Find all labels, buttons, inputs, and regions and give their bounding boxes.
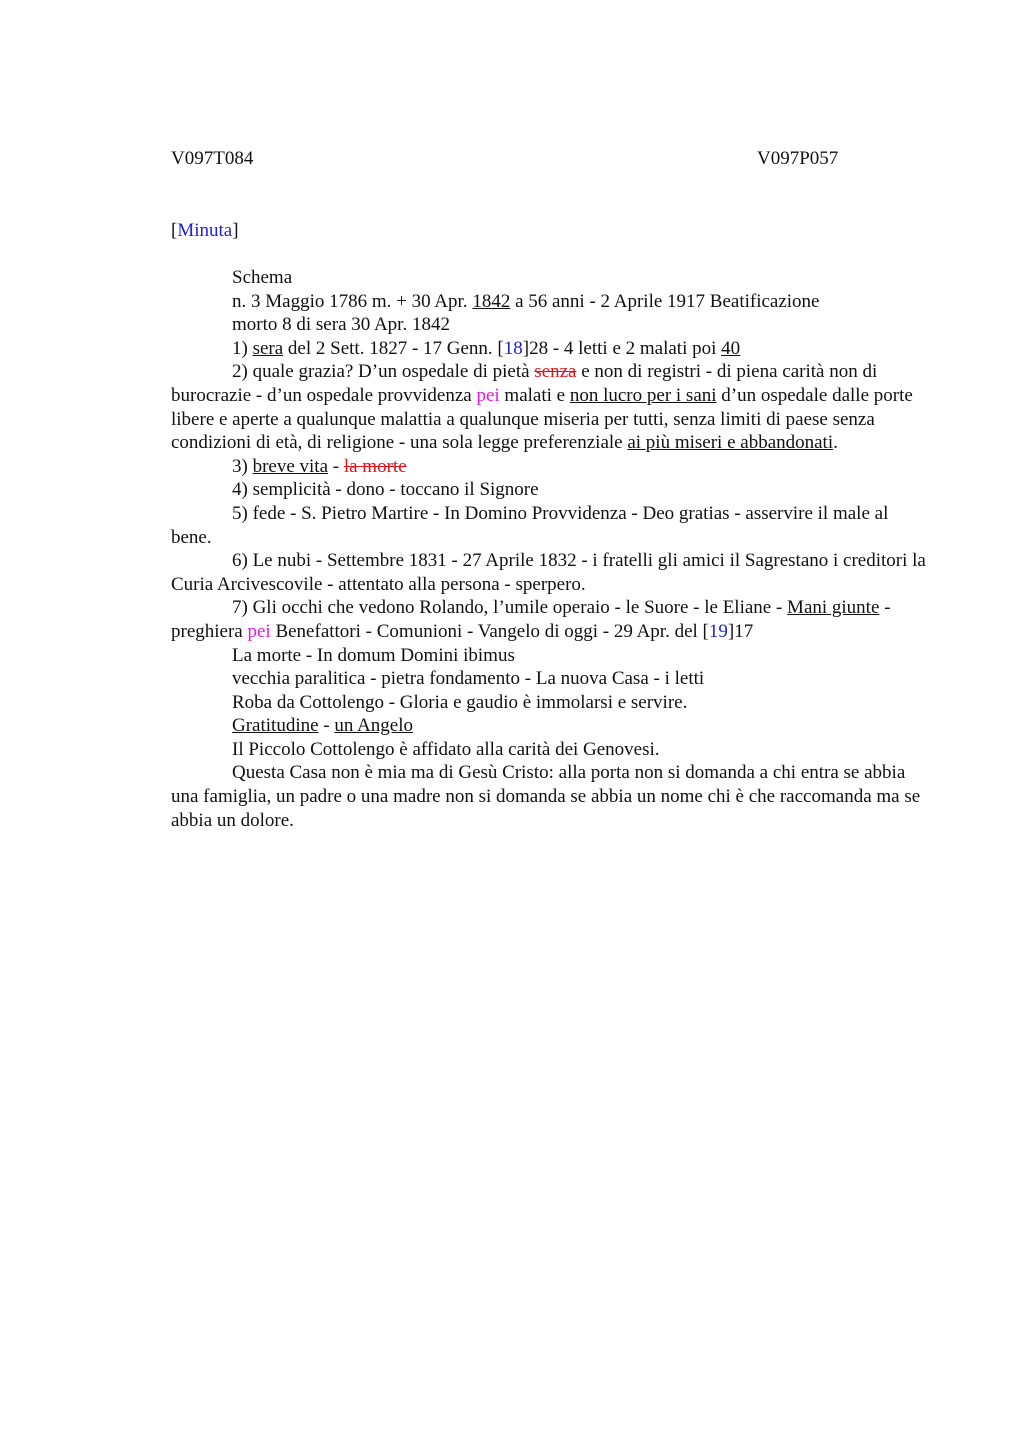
text-segment: - [318,715,335,737]
point-4: 4) semplicità - dono - toccano il Signore [232,479,539,501]
line-roba-da-cottolengo: Roba da Cottolengo - Gloria e gaudio è immolarsi e servire. [232,691,688,713]
text-segment: del 2 Sett. 1827 - 17 Genn. [ [283,337,504,359]
document-code-left: V097T084 [171,148,254,169]
point-6: 6) Le nubi - Settembre 1831 - 27 Aprile 1832 - i fratelli gli amici il Sagrestano i creditori la Curia Arcivescovile - attentato alla persona - sperpero. [171,550,926,595]
closing-paragraph: Questa Casa non è mia ma di Gesù Cristo: alla porta non si domanda a chi entra se abbia una famiglia, un padre o una madre non si domanda se abbia un nome chi è che raccomanda ma se abbia un dolore. [171,762,921,831]
text-segment: n. 3 Maggio 1786 m. + 30 Apr. [232,290,473,312]
editorial-insert: 19 [708,620,728,642]
bracket-close: ] [232,220,239,241]
text-segment: 7) Gli occhi che vedono Rolando, l’umile operaio - le Suore - le Eliane - [232,597,788,619]
schema-title: Schema [232,267,293,288]
underlined-text: 1842 [472,290,511,312]
line-vecchia-paralitica: vecchia paralitica - pietra fondamento - La nuova Casa - i letti [232,668,705,690]
text-segment: malati e [499,384,570,406]
underlined-text: un Angelo [334,715,413,737]
bracket-open: [ [171,220,178,241]
text-segment: ]17 [727,620,754,642]
text-segment: 2) quale grazia? D’un ospedale di pietà [232,361,535,383]
point-7 [171,596,929,643]
line-piccolo-cottolengo: Il Piccolo Cottolengo è affidato alla carità dei Genovesi. [232,738,660,760]
document-code-right: V097P057 [757,148,839,169]
line-gratitudine [171,714,929,738]
text-segment: . [833,432,838,454]
variant-text: pei [476,384,500,406]
text-segment: - [328,455,344,477]
text-segment: a 56 anni - 2 Aprile 1917 Beatificazione [510,290,820,312]
underlined-text: sera [252,337,284,359]
underlined-text: non lucro per i sani [569,384,717,406]
point-5: 5) fede - S. Pietro Martire - In Domino Provvidenza - Deo gratias - asservire il male al bene. [171,502,889,548]
text-segment: ]28 - 4 letti e 2 malati poi [522,337,722,359]
line-la-morte: La morte - In domum Domini ibimus [232,644,515,666]
point-1 [171,337,929,361]
line-death: morto 8 di sera 30 Apr. 1842 [232,314,450,336]
underlined-text: ai più miseri e abbandonati [627,432,834,454]
point-3 [171,455,929,479]
deleted-text: la morte [343,455,407,477]
minuta-text: Minuta [177,220,233,241]
text-segment: 1) [232,337,253,359]
document-body [171,266,929,832]
text-segment: - preghiera [171,597,891,642]
deleted-text: senza [534,361,577,383]
line-birth-dates [171,290,929,314]
text-segment: d’un ospedale dalle porte libere e aperte a qualunque malattia a qualunque miseria per tutti, senza limiti di paese senza condizioni di età, di religione - una sola legge preferenziale [171,384,913,454]
editorial-insert: 18 [503,337,523,359]
underlined-text: Mani giunte [787,597,880,619]
text-segment: 3) [232,455,253,477]
text-segment: Benefattori - Comunioni - Vangelo di oggi - 29 Apr. del [ [270,620,709,642]
underlined-text: Gratitudine [232,715,319,737]
text-segment: e non di registri - di piena carità non di burocrazie - d’un ospedale provvidenza [171,361,878,406]
underlined-text: 40 [721,337,741,359]
underlined-text: breve vita [252,455,329,477]
minuta-label [171,219,239,243]
variant-text: pei [247,620,271,642]
point-2 [171,360,929,454]
